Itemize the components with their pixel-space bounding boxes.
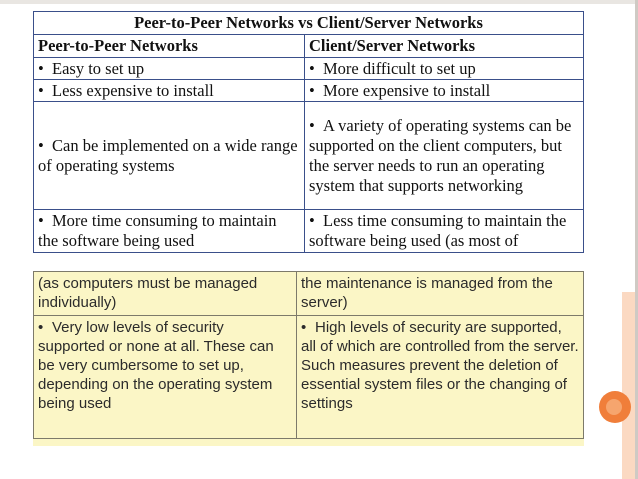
- table-row: [34, 210, 584, 253]
- cell-cs: [305, 58, 584, 80]
- bullet-icon: •: [301, 319, 307, 336]
- decorative-orange-circle-inner: [606, 399, 622, 415]
- cell-cs: [305, 210, 584, 253]
- cell-cs: [305, 80, 584, 102]
- cell-p2p: [34, 58, 305, 80]
- cell-text: Easy to set up: [52, 58, 145, 78]
- table-row: [34, 272, 584, 316]
- cell-p2p: (as computers must be managed individually): [34, 272, 297, 316]
- bullet-icon: •: [38, 135, 44, 155]
- cell-cs: [305, 102, 584, 210]
- cell-text: More difficult to set up: [323, 58, 476, 78]
- bullet-icon: •: [38, 319, 44, 336]
- cell-p2p: [34, 210, 305, 253]
- cell-text: A variety of operating systems can be supported on the client computers, but the server needs to run an operating system that supports networking: [309, 115, 572, 195]
- cell-text: High levels of security are supported, all of which are controlled from the server. Such measures prevent the deletion of essential system files or the changing of settings: [301, 319, 579, 412]
- bullet-icon: •: [309, 115, 315, 135]
- cell-text: Less time consuming to maintain the software being used (as most of: [309, 211, 567, 250]
- header-peer-to-peer: Peer-to-Peer Networks: [34, 35, 305, 58]
- scanned-table-body: [33, 271, 584, 439]
- table-title: Peer-to-Peer Networks vs Client/Server Networks: [34, 12, 584, 35]
- cell-p2p: [34, 102, 305, 210]
- scanned-table: [33, 271, 584, 446]
- bullet-icon: •: [309, 80, 315, 100]
- cell-p2p: [34, 80, 305, 102]
- header-client-server: Client/Server Networks: [305, 35, 584, 58]
- bullet-icon: •: [38, 211, 44, 230]
- cell-text: More time consuming to maintain the software being used: [38, 211, 277, 250]
- cell-p2p: [34, 316, 297, 439]
- slide-top-border: [0, 0, 638, 4]
- cell-text: Very low levels of security supported or none at all. These can be very cumbersome to set up, depending on the operating system being used: [38, 319, 274, 412]
- bullet-icon: •: [38, 80, 44, 100]
- cell-text: More expensive to install: [323, 80, 491, 100]
- bullet-icon: •: [309, 211, 315, 230]
- table-row: [34, 102, 584, 210]
- bullet-icon: •: [38, 58, 44, 78]
- cell-cs: [297, 316, 584, 439]
- bullet-icon: •: [309, 58, 315, 78]
- table-row: [34, 80, 584, 102]
- cell-cs: the maintenance is managed from the server): [297, 272, 584, 316]
- cell-text: Can be implemented on a wide range of operating systems: [38, 135, 298, 175]
- table-row: [34, 316, 584, 439]
- comparison-table: [33, 11, 584, 253]
- table-row: [34, 58, 584, 80]
- cell-text: Less expensive to install: [52, 80, 214, 100]
